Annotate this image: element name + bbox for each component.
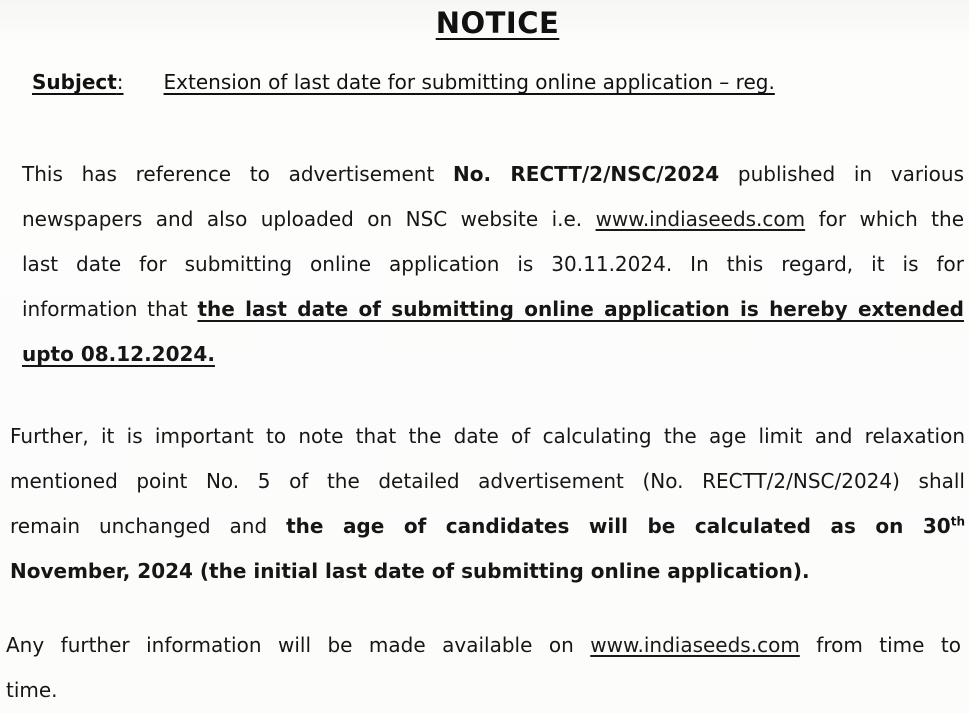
website-link[interactable]: www.indiaseeds.com xyxy=(590,633,800,657)
extended-date: upto 08.12.2024. xyxy=(22,342,215,366)
extension-highlight: the last date of submitting online application is hereby extended xyxy=(197,297,964,321)
text-run: the age of candidates will be calculated as on 30 xyxy=(286,514,951,538)
paragraph-line: mentioned point No. 5 of the detailed advertisement (No. RECTT/2/NSC/2024) shall xyxy=(10,469,965,493)
advertisement-number: No. RECTT/2/NSC/2024 xyxy=(453,162,720,186)
paragraph-line: last date for submitting online application is 30.11.2024. In this regard, it is for xyxy=(22,252,964,276)
paragraph-line xyxy=(22,152,964,197)
text-run: from time to xyxy=(799,633,961,657)
paragraph-line xyxy=(22,287,964,332)
paragraph-line: Further, it is important to note that the date of calculating the age limit and relaxation xyxy=(10,424,965,448)
paragraph-further-info xyxy=(6,623,961,713)
paragraph-reference xyxy=(22,152,964,377)
paragraph-line xyxy=(22,197,964,242)
ordinal-suffix: th xyxy=(950,514,965,529)
paragraph-line xyxy=(6,623,961,668)
text-run: Any further information will be made available on xyxy=(6,633,591,657)
text-run: information that xyxy=(22,297,198,321)
website-link[interactable]: www.indiaseeds.com xyxy=(595,207,806,231)
text-run: remain unchanged and xyxy=(10,514,287,538)
text-run: for which the xyxy=(805,207,965,231)
paragraph-line: November, 2024 (the initial last date of submitting online application). xyxy=(10,559,810,583)
subject-colon: : xyxy=(116,70,124,94)
subject-label: Subject xyxy=(32,70,117,94)
paragraph-line: time. xyxy=(6,678,58,702)
subject-text: Extension of last date for submitting online application – reg. xyxy=(163,70,775,94)
paragraph-line xyxy=(22,332,964,377)
age-calc-highlight xyxy=(286,514,965,538)
notice-title: NOTICE xyxy=(435,6,560,40)
text-run: published in various xyxy=(719,162,964,186)
paragraph-age-limit xyxy=(10,414,965,594)
subject-line xyxy=(32,70,775,94)
text-run: This has reference to advertisement xyxy=(22,162,454,186)
paragraph-line xyxy=(10,504,965,549)
text-run: newspapers and also uploaded on NSC website i.e. xyxy=(22,207,596,231)
